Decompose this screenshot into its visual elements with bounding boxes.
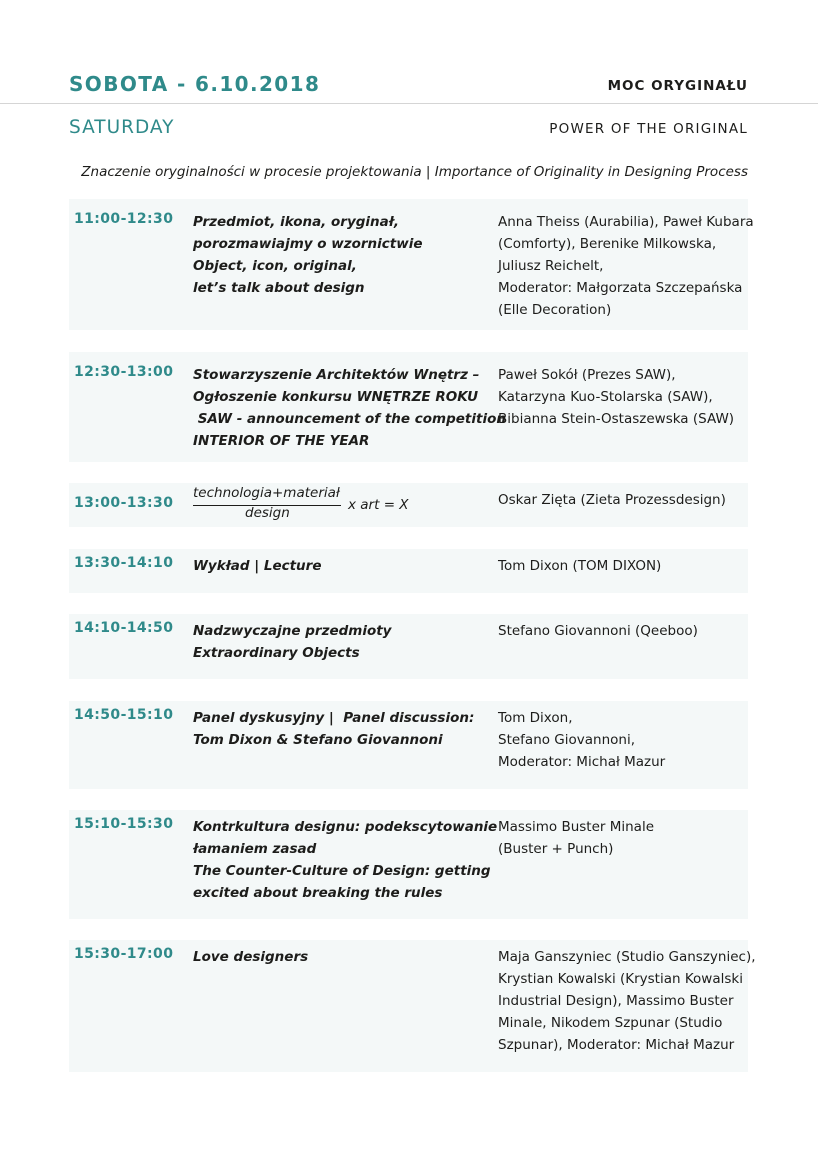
session-topic: Kontrkultura designu: podekscytowanie łamaniem zasad The Counter-Culture of Design: getting excited about breaking the rules (193, 819, 498, 901)
session-time: 14:50-15:10 (74, 707, 174, 723)
session-row (69, 614, 748, 679)
session-speakers: Stefano Giovannoni (Qeeboo) (498, 623, 698, 639)
session-speakers: Tom Dixon, Stefano Giovannoni, Moderator: Michał Mazur (498, 710, 666, 770)
session-speakers: Paweł Sokół (Prezes SAW), Katarzyna Kuo-Stolarska (SAW), Bibianna Stein-Ostaszewska (SAW) (498, 367, 735, 427)
session-time: 15:30-17:00 (74, 946, 174, 962)
session-time: 15:10-15:30 (74, 816, 174, 832)
session-time: 14:10-14:50 (74, 620, 174, 636)
tagline-pl: MOC ORYGINAŁU (607, 78, 748, 94)
tagline-en: POWER OF THE ORIGINAL (549, 121, 748, 137)
session-time: 13:30-14:10 (74, 555, 174, 571)
session-row (69, 483, 748, 527)
formula-rest: x art = X (348, 497, 409, 513)
page-title-pl: SOBOTA - 6.10.2018 (69, 72, 321, 96)
session-topic: Stowarzyszenie Architektów Wnętrz – Ogłoszenie konkursu WNĘTRZE ROKU SAW - announcement of the competition INTERIOR OF THE YEAR (193, 367, 506, 449)
session-speakers: Oskar Zięta (Zieta Prozessdesign) (498, 492, 726, 508)
session-speakers: Anna Theiss (Aurabilia), Paweł Kubara (Comforty), Berenike Milkowska, Juliusz Reichelt, Moderator: Małgorzata Szczepańska (Elle Decoration) (498, 214, 754, 318)
header-divider (0, 103, 818, 104)
session-topic: Love designers (193, 949, 309, 965)
formula-denominator: design (245, 505, 290, 521)
session-time: 13:00-13:30 (74, 495, 174, 511)
session-speakers: Massimo Buster Minale (Buster + Punch) (498, 819, 655, 857)
session-topic: Wykład | Lecture (193, 558, 322, 574)
session-time: 12:30-13:00 (74, 364, 174, 380)
session-row (69, 810, 748, 919)
session-speakers: Tom Dixon (TOM DIXON) (498, 558, 662, 574)
page-title-en: SATURDAY (69, 117, 175, 138)
session-row (69, 549, 748, 593)
session-speakers: Maja Ganszyniec (Studio Ganszyniec), Krystian Kowalski (Krystian Kowalski Industrial Design), Massimo Buster Minale, Nikodem Szpunar (Studio Szpunar), Moderator: Michał Mazur (498, 949, 756, 1053)
session-row (69, 701, 748, 789)
session-topic: Przedmiot, ikona, oryginał, porozmawiajmy o wzornictwie Object, icon, original, let’s talk about design (193, 214, 423, 296)
session-topic: Panel dyskusyjny | Panel discussion: Tom Dixon & Stefano Giovannoni (193, 710, 475, 748)
session-topic: Nadzwyczajne przedmioty Extraordinary Objects (193, 623, 392, 661)
session-row (69, 940, 756, 1072)
session-row (69, 352, 748, 462)
subtitle: Znaczenie oryginalności w procesie projektowania | Importance of Originality in Designing Process (81, 164, 748, 180)
session-row (69, 199, 754, 330)
session-time: 11:00-12:30 (74, 211, 174, 227)
formula-numerator: technologia+materiał (193, 485, 340, 501)
